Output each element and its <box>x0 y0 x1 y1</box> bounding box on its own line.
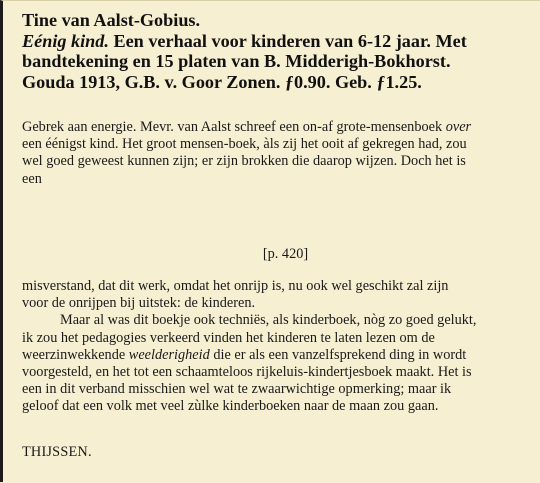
author-signature: THIJSSEN. <box>22 444 92 460</box>
book-title: Eénig kind. <box>22 30 109 51</box>
emphasis: weelderigheid <box>128 346 210 363</box>
book-title-line <box>22 31 537 52</box>
text-line: Gebrek aan energie. Mevr. van Aalst schreef een on-af grote-mensenboek over <box>22 119 472 135</box>
text-line: voor de onrijpen bij uitstek: de kinderen. <box>22 295 256 312</box>
text-line: een éénigst kind. Het groot mensen-boek, àls zij het ooit af gekregen had, zou <box>22 136 467 153</box>
book-illustrator: bandtekening en 15 platen van B. Midderigh-Bokhorst. <box>22 51 451 71</box>
emphasis: over <box>445 119 472 135</box>
book-author: Tine van Aalst-Gobius. <box>22 10 201 30</box>
book-publication: Gouda 1913, G.B. v. Goor Zonen. ƒ0.90. Geb. ƒ1.25. <box>22 71 422 92</box>
text-line: misverstand, dat dit werk, omdat het onrijp is, nu ook wel geschikt zal zijn <box>22 278 449 294</box>
text-line: wel goed geweest kunnen zijn; er zijn brokken die daarop wijzen. Doch het is <box>22 153 466 170</box>
document-page <box>3 1 540 483</box>
text-line: weerzinwekkende weelderigheid die er als een vanzelfsprekend ding in wordt <box>22 346 467 363</box>
text-line: geloof dat een volk met veel zùlke kinderboeken naar de maan zou gaan. <box>22 398 439 415</box>
text-line: een <box>22 170 42 187</box>
book-heading <box>22 10 537 92</box>
page-number-marker: [p. 420] <box>262 246 309 262</box>
text-line: Maar al was dit boekje ook techniës, als kinderboek, nòg zo goed gelukt, <box>60 312 477 329</box>
text-line: voorgesteld, en het tot een schaamteloos rijkeluis-kindertjesboek maakt. Het is <box>22 364 472 381</box>
book-subtitle: Een verhaal voor kinderen van 6-12 jaar. Met <box>108 30 467 51</box>
review-paragraph-2 <box>22 278 534 416</box>
text-line: ik zou het pedagogies verkeerd vinden het kinderen te laten lezen om de <box>22 329 435 346</box>
review-paragraph-1 <box>22 119 534 188</box>
text-line: een in dit verband misschien wel wat te zwaarwichtige opmerking; maar ik <box>22 381 452 398</box>
